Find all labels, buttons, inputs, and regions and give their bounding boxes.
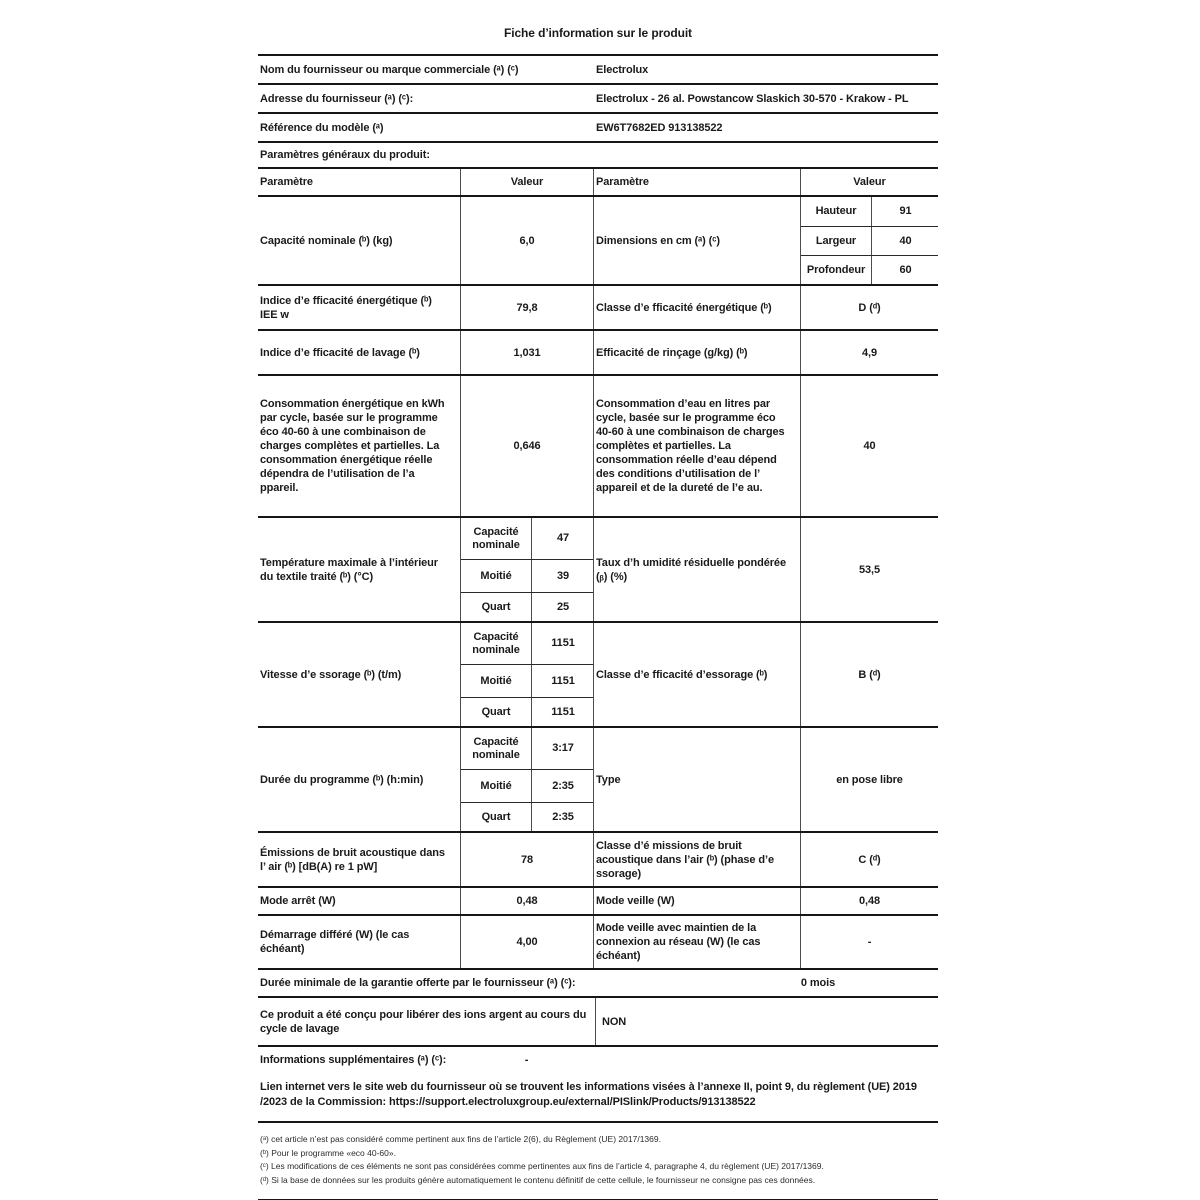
table-row-temperature xyxy=(258,516,938,621)
capacity-value: 6,0 xyxy=(460,197,593,284)
water-consumption-label: Consommation d’eau en litres par cycle, basée sur le programme éco 40-60 à une combinaison de charges complètes et partielles. La consommation réelle d’eau dépend des conditions d’utilisation de l’ appareil et de la dureté de l’e au. xyxy=(593,376,800,516)
model-reference-value: EW6T7682ED 913138522 xyxy=(596,121,723,134)
load-value: 39 xyxy=(531,560,594,592)
table-row-spin-speed xyxy=(258,621,938,726)
guarantee-value: 0 mois xyxy=(800,977,836,989)
noise-class-label: Classe d’é missions de bruit acoustique dans l’air (ᵇ) (phase d’e ssorage) xyxy=(593,833,800,886)
standby-mode-label: Mode veille (W) xyxy=(593,888,800,914)
water-consumption-value: 40 xyxy=(800,376,938,516)
energy-consumption-value: 0,646 xyxy=(460,376,593,516)
table-row-silver-ions xyxy=(258,996,938,1045)
product-information-sheet xyxy=(258,0,938,1200)
column-header-valeur-2: Valeur xyxy=(800,169,938,195)
energy-index-label: Indice d’e fficacité énergétique (ᵇ) IEE w xyxy=(260,294,432,321)
footnote-a: (ᵃ) cet article n’est pas considéré comme pertinent aux fins de l’article 2(6), du Règlement (UE) 2017/1369. xyxy=(260,1134,661,1144)
supplier-link-text: Lien internet vers le site web du fournisseur où se trouvent les informations visées à l’annexe II, point 9, du règlement (UE) 2019 /2023 de la Commission: https://support.electroluxgroup.eu/external/PISlink/Products/913138522 xyxy=(258,1073,938,1123)
model-reference-row xyxy=(258,112,938,141)
footnote-b: (ᵇ) Pour le programme «eco 40-60». xyxy=(260,1147,396,1158)
column-header-row xyxy=(258,167,938,195)
duration-half-row xyxy=(461,769,593,802)
silver-ions-label: Ce produit a été conçu pour libérer des ions argent au cours du cycle de lavage xyxy=(260,1008,587,1035)
capacity-label: Capacité nominale (ᵇ) (kg) xyxy=(260,234,393,247)
silver-ions-value: NON xyxy=(595,998,938,1045)
table-row-off-standby xyxy=(258,886,938,914)
washing-index-label: Indice d’e fficacité de lavage (ᵇ) xyxy=(260,346,420,359)
spin-nominal-row xyxy=(461,623,593,664)
spin-quarter-row xyxy=(461,697,593,726)
load-key: Capacité nominale xyxy=(472,525,520,551)
model-reference-label: Référence du modèle (ᵃ) xyxy=(260,121,384,134)
dimension-key: Profondeur xyxy=(806,263,866,276)
rinsing-efficiency-value: 4,9 xyxy=(800,331,938,374)
temperature-half-row xyxy=(461,559,593,592)
max-temperature-label: Température maximale à l’intérieur du textile traité (ᵇ) (°C) xyxy=(260,556,438,583)
networked-standby-value: - xyxy=(800,916,938,968)
table-row-noise xyxy=(258,831,938,886)
type-label: Type xyxy=(593,728,800,831)
spin-class-label: Classe d’e fficacité d’essorage (ᵇ) xyxy=(593,623,800,726)
dimensions-height-row xyxy=(801,197,938,226)
duration-quarter-row xyxy=(461,802,593,831)
additional-info-label: Informations supplémentaires (ᵃ) (ᶜ): xyxy=(260,1054,447,1066)
load-key: Quart xyxy=(481,600,511,613)
load-value: 1151 xyxy=(531,623,594,664)
column-header-valeur-1: Valeur xyxy=(460,169,593,195)
energy-class-label: Classe d’e fficacité énergétique (ᵇ) xyxy=(593,286,800,329)
noise-emission-label: Émissions de bruit acoustique dans l’ air (ᵇ) [dB(A) re 1 pW] xyxy=(260,846,445,873)
doc-title: Fiche d’information sur le produit xyxy=(504,26,692,40)
off-mode-label: Mode arrêt (W) xyxy=(260,895,336,907)
supplier-name-value: Electrolux xyxy=(596,63,649,76)
dimension-key: Largeur xyxy=(815,234,857,247)
energy-index-value: 79,8 xyxy=(460,286,593,329)
temperature-nominal-row xyxy=(461,518,593,559)
table-row-capacity-dimensions xyxy=(258,195,938,284)
standby-mode-value: 0,48 xyxy=(800,888,938,914)
additional-info-value: - xyxy=(524,1054,529,1066)
supplier-address-row xyxy=(258,83,938,112)
load-value: 1151 xyxy=(531,698,594,726)
load-value: 25 xyxy=(531,593,594,621)
guarantee-label: Durée minimale de la garantie offerte par le fournisseur (ᵃ) (ᶜ): xyxy=(260,977,576,989)
spin-class-value: B (ᵈ) xyxy=(800,623,938,726)
load-key: Quart xyxy=(481,705,511,718)
residual-humidity-value: 53,5 xyxy=(800,518,938,621)
table-row-additional-info xyxy=(258,1045,938,1073)
supplier-name-row xyxy=(258,54,938,83)
table-row-programme-duration xyxy=(258,726,938,831)
duration-subtable xyxy=(460,728,593,831)
washing-index-value: 1,031 xyxy=(460,331,593,374)
load-key: Moitié xyxy=(480,569,512,582)
load-key: Moitié xyxy=(480,779,512,792)
column-header-parametre-2: Paramètre xyxy=(593,169,800,195)
footnotes xyxy=(258,1123,938,1200)
dimensions-subtable xyxy=(800,197,938,284)
supplier-address-label: Adresse du fournisseur (ᵃ) (ᶜ): xyxy=(260,92,414,105)
table-row-energy-index xyxy=(258,284,938,329)
load-key: Quart xyxy=(481,810,511,823)
dimensions-label: Dimensions en cm (ᵃ) (ᶜ) xyxy=(593,197,800,284)
section-heading: Paramètres généraux du produit: xyxy=(258,141,938,167)
supplier-address-value: Electrolux - 26 al. Powstancow Slaskich 30-570 - Krakow - PL xyxy=(596,92,909,105)
temperature-subtable xyxy=(460,518,593,621)
table-row-consumption xyxy=(258,374,938,516)
dimension-key: Hauteur xyxy=(815,205,857,217)
off-mode-value: 0,48 xyxy=(460,888,593,914)
noise-class-value: C (ᵈ) xyxy=(800,833,938,886)
load-key: Capacité nominale xyxy=(472,630,520,656)
dimension-value: 60 xyxy=(871,256,939,284)
energy-class-value: D (ᵈ) xyxy=(800,286,938,329)
table-row-washing-index xyxy=(258,329,938,374)
delay-start-value: 4,00 xyxy=(460,916,593,968)
delay-start-label: Démarrage différé (W) (le cas échéant) xyxy=(260,929,410,955)
temperature-quarter-row xyxy=(461,592,593,621)
footnote-c: (ᶜ) Les modifications de ces éléments ne sont pas considérées comme pertinentes aux fins de l’article 4, paragraphe 4, du règlement (UE) 2017/1369. xyxy=(260,1161,824,1171)
dimension-value: 40 xyxy=(871,227,939,255)
spin-half-row xyxy=(461,664,593,697)
networked-standby-label: Mode veille avec maintien de la connexion au réseau (W) (le cas échéant) xyxy=(593,916,800,968)
rinsing-efficiency-label: Efficacité de rinçage (g/kg) (ᵇ) xyxy=(593,331,800,374)
dimensions-width-row xyxy=(801,226,938,255)
noise-emission-value: 78 xyxy=(460,833,593,886)
footnote-d: (ᵈ) Si la base de données sur les produits génère automatiquement le contenu définitif de cette cellule, le fournisseur ne consigne pas ces données. xyxy=(260,1174,816,1185)
table-row-guarantee xyxy=(258,968,938,996)
residual-humidity-label: Taux d’h umidité résiduelle pondérée (ᵦ) (%) xyxy=(593,518,800,621)
spin-speed-label: Vitesse d’e ssorage (ᵇ) (t/m) xyxy=(260,668,402,681)
dimension-value: 91 xyxy=(871,197,939,226)
supplier-name-label: Nom du fournisseur ou marque commerciale (ᵃ) (ᶜ) xyxy=(260,63,519,76)
dimensions-depth-row xyxy=(801,255,938,284)
load-key: Capacité nominale xyxy=(472,735,520,761)
load-value: 2:35 xyxy=(531,770,594,802)
load-value: 1151 xyxy=(531,665,594,697)
duration-nominal-row xyxy=(461,728,593,769)
energy-consumption-label: Consommation énergétique en kWh par cycle, basée sur le programme éco 40-60 à une combinaison de charges complètes et partielles. La consommation énergétique réelle dépendra de l’utilisation de l’a ppareil. xyxy=(260,398,445,494)
table-row-delay-start xyxy=(258,914,938,968)
column-header-parametre-1: Paramètre xyxy=(260,176,313,188)
load-key: Moitié xyxy=(480,674,512,687)
type-value: en pose libre xyxy=(800,728,938,831)
spin-speed-subtable xyxy=(460,623,593,726)
load-value: 47 xyxy=(531,518,594,559)
programme-duration-label: Durée du programme (ᵇ) (h:min) xyxy=(260,773,424,786)
load-value: 3:17 xyxy=(531,728,594,769)
load-value: 2:35 xyxy=(531,803,594,831)
